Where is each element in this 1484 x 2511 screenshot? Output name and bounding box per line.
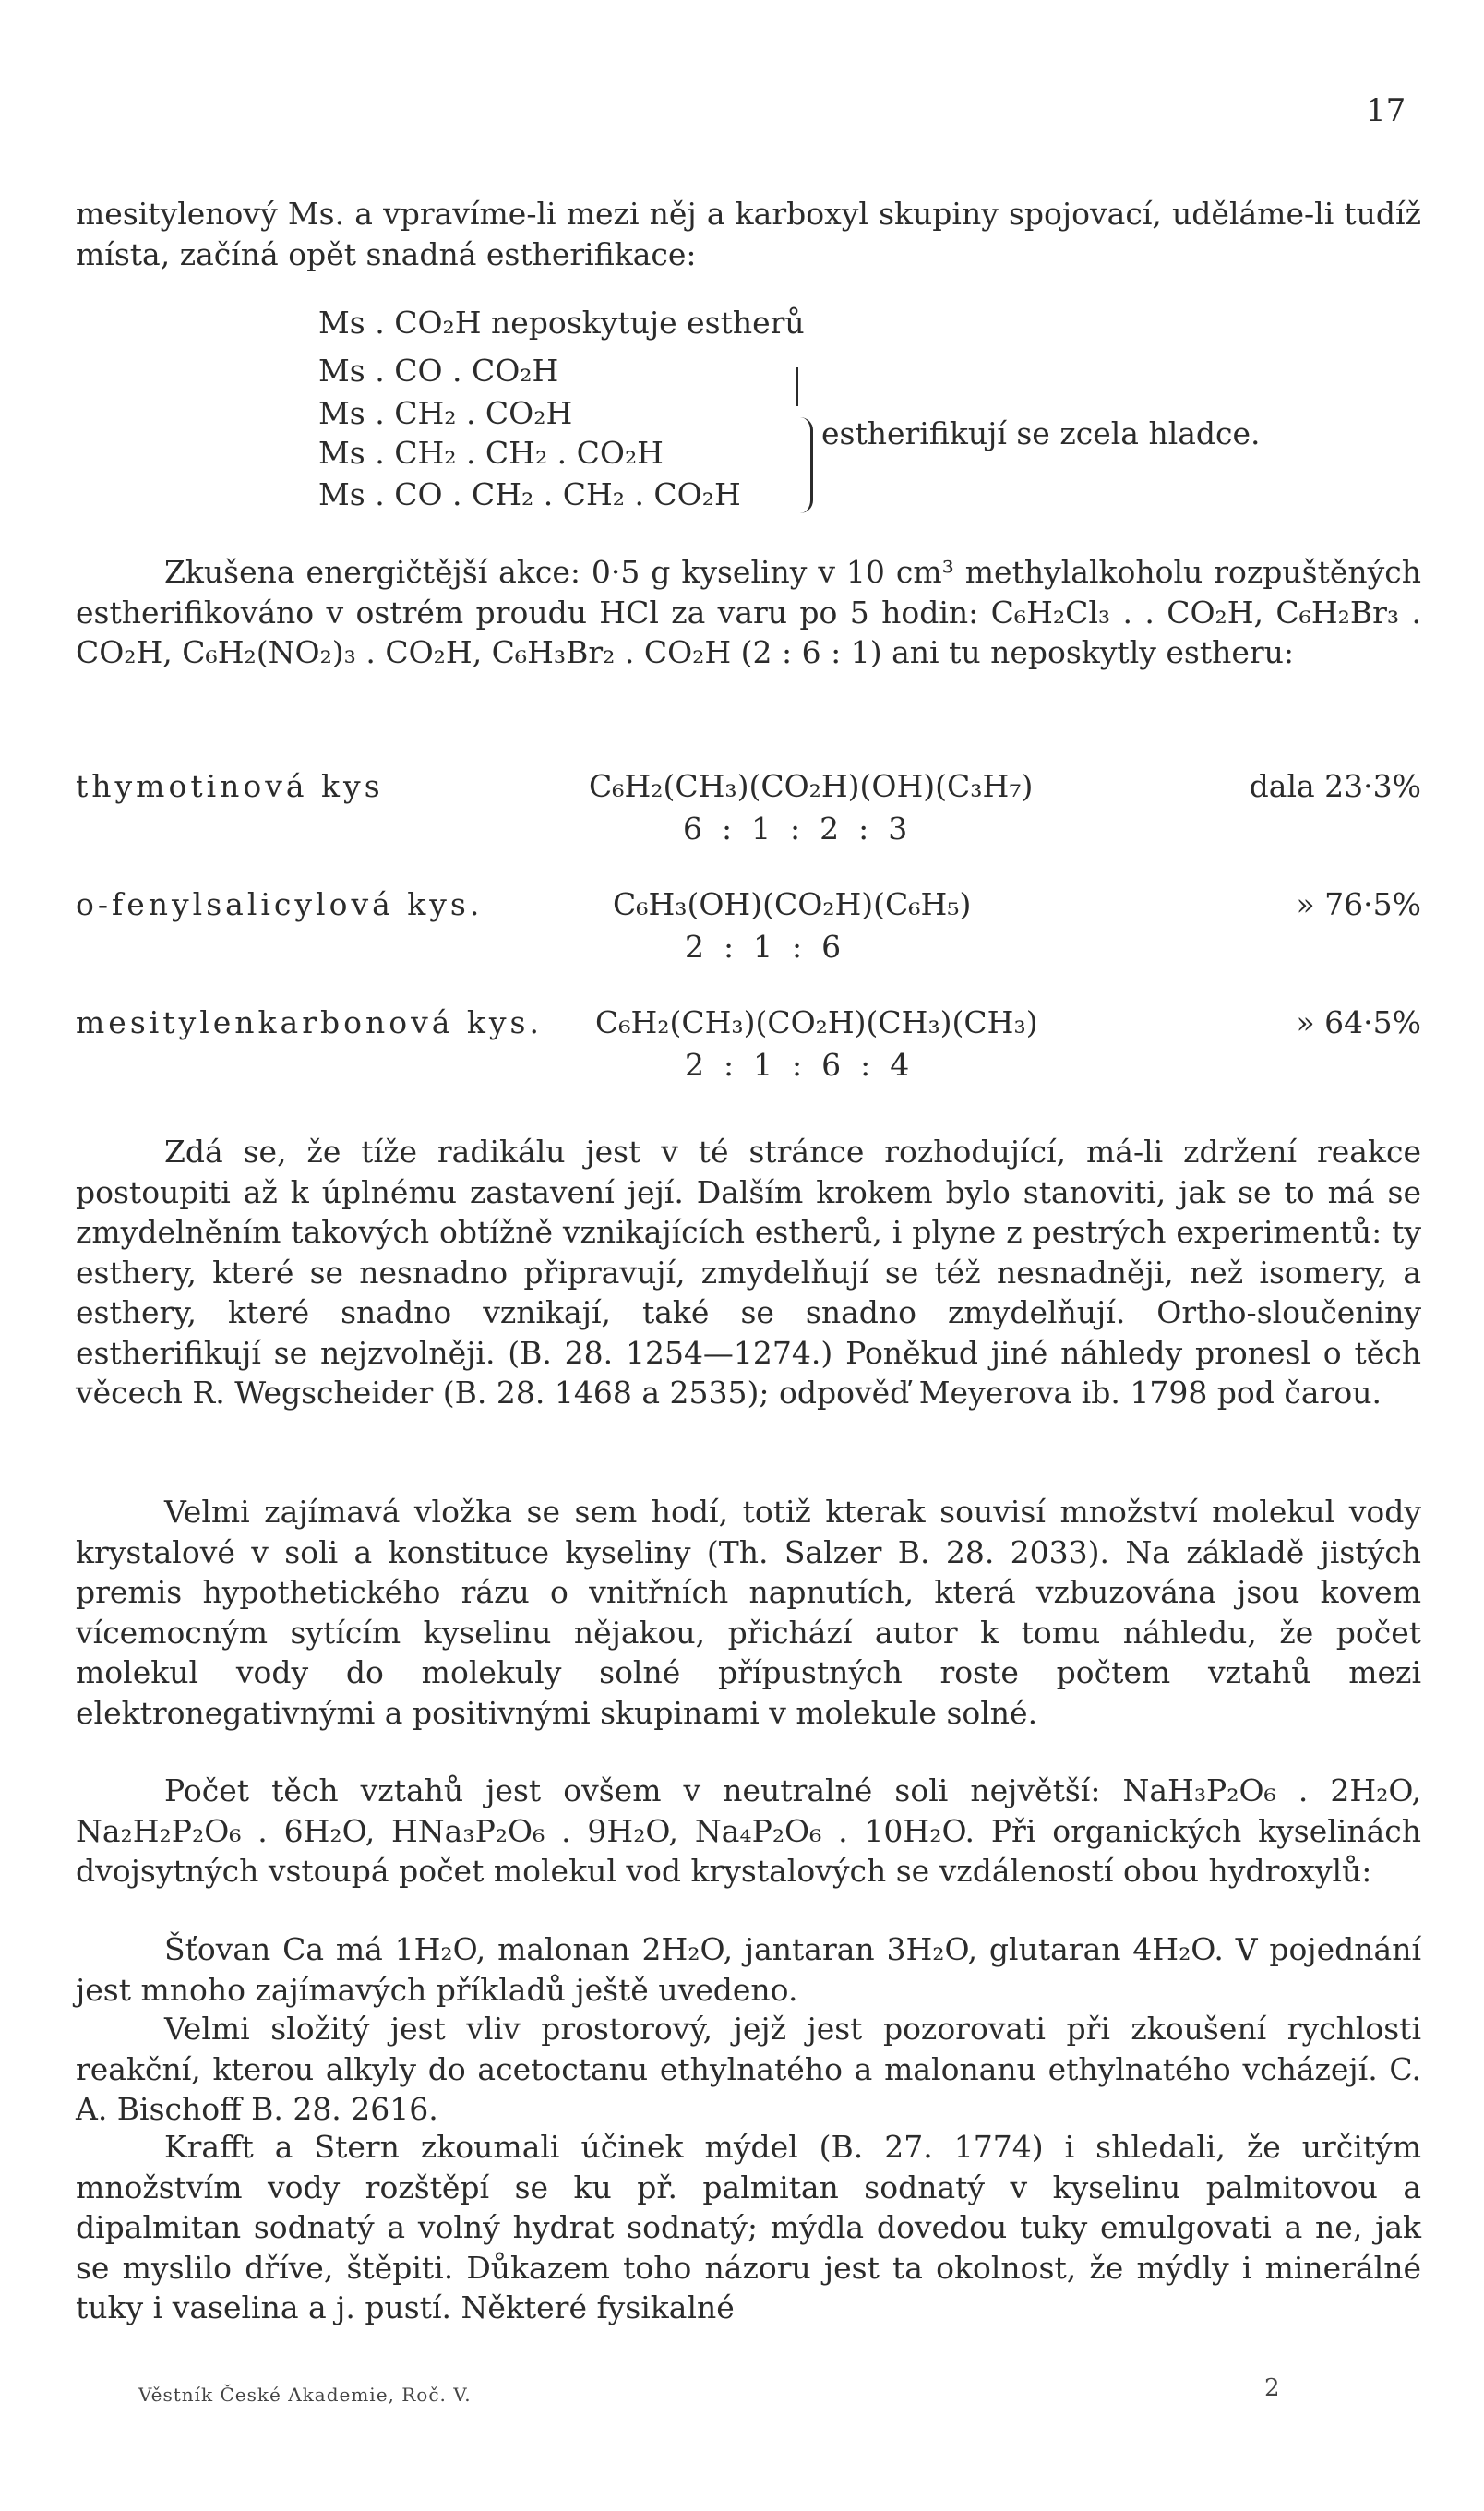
bracket-line [796,367,806,406]
row-label-thymotinova: thymotinová kys [76,768,384,804]
paragraph-6: Krafft a Stern zkoumali účinek mýdel (B. 27. 1774) i shledali, že určitým množstvím vody rozštěpí se ku př. palmitan sodnatý v kyselinu palmitovou a dipalmitan sodnatý a volný hydrat sodnatý; mýdla dovedou tuky emulgovati a ne, jak se myslilo dříve, štěpiti. Důkazem toho názoru jest ta okolnost, že mýdly i minerálné tuky i vaselina a j. pustí. Některé fysikalné [76,2129,1421,2325]
paragraph-5: Velmi složitý jest vliv prostorový, jejž jest pozorovati při zkoušení rychlosti reakční, kterou alkyly do acetoctanu ethylnatého a malonanu ethylnatého vcházejí. C. A. Bischoff B. 28. 2616. [76,2011,1421,2127]
row-ratio-mesitylenkarbonova: 2 : 1 : 6 : 4 [685,1047,910,1083]
paragraph-3: Počet těch vztahů jest ovšem v neutralné soli největší: NaH₃P₂O₆ . 2H₂O, Na₂H₂P₂O₆ . 6H₂O, HNa₃P₂O₆ . 9H₂O, Na₄P₂O₆ . 10H₂O. Při organických kyselinách dvojsytných vstoupá počet molekul vod krystalových se vzdáleností obou hydroxylů: [76,1772,1421,1889]
paragraph-1: Zdá se, že tíže radikálu jest v té stránce rozhodující, má-li zdržení reakce postoupiti až k úplnému zastavení její. Dalším krokem bylo stanoviti, jak se to má se zmydelněním takových obtížně vznikajících estherů, i plyne z pestrých experimentů: ty esthery, které se nesnadno připravují, zmydelňují se též nesnadněji, než isomery, a esthery, které snadno vznikají, také se snadno zmydelňují. Ortho-sloučeniny estherifikují se nejzvolněji. (B. 28. 1254—1274.) Poněkud jiné náhledy pronesl o těch věcech R. Wegscheider (B. 28. 1468 a 2535); odpověď Meyerova ib. 1798 pod čarou. [76,1134,1421,1411]
row-label-fenylsalicylova: o-fenylsalicylová kys. [76,886,484,922]
formula-line-1: Ms . CO₂H neposkytuje estherů [318,305,805,341]
row-label-mesitylenkarbonova: mesitylenkarbonová kys. [76,1004,543,1040]
row-yield-mesitylenkarbonova: » 64·5% [1296,1004,1421,1040]
footer-signature: 2 [1264,2374,1280,2402]
paragraph-4: Šťovan Ca má 1H₂O, malonan 2H₂O, jantaran 3H₂O, glutaran 4H₂O. V pojednání jest mnoho zajímavých příkladů ještě uvedeno. [76,1931,1421,2008]
formula-line-2: Ms . CO . CO₂H [318,353,559,389]
paragraph-2: Velmi zajímavá vložka se sem hodí, totiž kterak souvisí množství molekul vody krystalové v soli a konstituce kyseliny (Th. Salzer B. 28. 2033). Na základě jistých premis hypothetického rázu o vnitřních napnutích, která vzbuzována jsou kovem vícemocným sytícím kyselinu nějakou, přichází autor k tomu náhledu, že počet molekul vody do molekuly solné přípustných roste počtem vztahů mezi elektronegativnými a positivnými skupinami v molekule solné. [76,1494,1421,1731]
intro-paragraph: mesitylenový Ms. a vpravíme-li mezi něj a karboxyl skupiny spojovací, uděláme-li tudíž místa, začíná opět snadná estherifikace: [76,196,1421,272]
row-ratio-thymotinova: 6 : 1 : 2 : 3 [683,811,908,847]
row-ratio-fenylsalicylova: 2 : 1 : 6 [685,929,842,965]
experiment-paragraph: Zkušena energičtější akce: 0·5 g kyseliny v 10 cm³ methylalkoholu rozpuštěných estherifikováno v ostrém proudu HCl za varu po 5 hodin: C₆H₂Cl₃ . . CO₂H, C₆H₂Br₃ . CO₂H, C₆H₂(NO₂)₃ . CO₂H, C₆H₃Br₂ . CO₂H (2 : 6 : 1) ani tu neposkytly estheru: [76,554,1421,670]
formula-line-5: Ms . CO . CH₂ . CH₂ . CO₂H [318,476,741,512]
row-formula-fenylsalicylova: C₆H₃(OH)(CO₂H)(C₆H₅) [613,886,972,922]
row-formula-mesitylenkarbonova: C₆H₂(CH₃)(CO₂H)(CH₃)(CH₃) [595,1004,1038,1040]
row-yield-thymotinova: dala 23·3% [1249,768,1421,804]
formula-line-4: Ms . CH₂ . CH₂ . CO₂H [318,435,664,471]
footer-journal: Věstník České Akademie, Roč. V. [138,2384,472,2406]
row-yield-fenylsalicylova: » 76·5% [1296,886,1421,922]
page-number: 17 [1366,92,1406,129]
formula-line-3: Ms . CH₂ . CO₂H [318,395,573,431]
row-formula-thymotinova: C₆H₂(CH₃)(CO₂H)(OH)(C₃H₇) [589,768,1034,804]
estherification-note: estherifikují se zcela hladce. [821,415,1261,451]
curly-brace [796,417,813,513]
